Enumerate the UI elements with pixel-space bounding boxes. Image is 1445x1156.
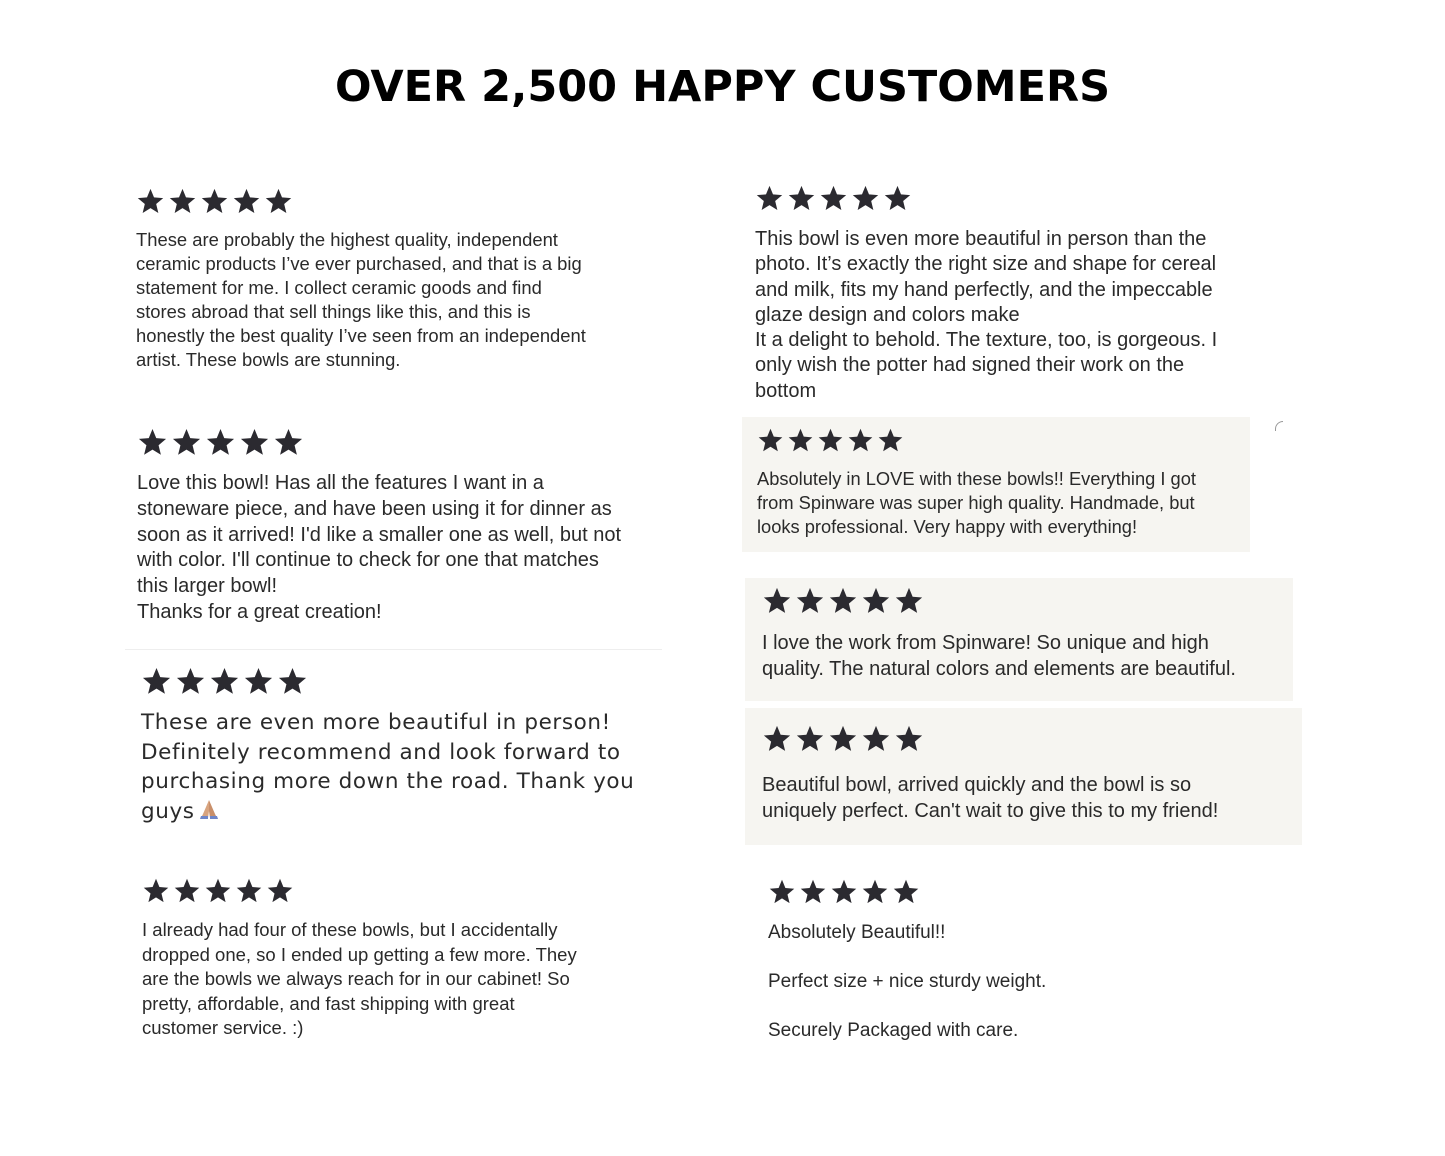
star-icon xyxy=(861,878,889,906)
page-title: OVER 2,500 HAPPY CUSTOMERS xyxy=(334,62,1111,112)
star-icon xyxy=(168,187,197,216)
star-icon xyxy=(141,666,172,697)
review-card xyxy=(768,877,1268,1043)
review-text: Absolutely Beautiful!! Perfect size + nice sturdy weight. Securely Packaged with care. xyxy=(768,922,1047,1041)
star-icon xyxy=(205,427,236,458)
star-icon xyxy=(137,427,168,458)
star-icon xyxy=(755,184,784,213)
star-icon xyxy=(817,427,844,454)
star-icon xyxy=(273,427,304,458)
star-icon xyxy=(828,586,858,616)
star-rating xyxy=(136,186,656,216)
star-icon xyxy=(894,586,924,616)
star-icon xyxy=(266,877,294,905)
review-text: Beautiful bowl, arrived quickly and the bowl is so uniquely perfect. Can't wait to give this to my friend! xyxy=(762,774,1219,822)
star-icon xyxy=(768,878,796,906)
review-card xyxy=(755,183,1275,404)
star-rating xyxy=(142,876,642,906)
corner-mark-icon xyxy=(1275,421,1283,431)
star-icon xyxy=(235,877,263,905)
star-rating xyxy=(755,183,1275,213)
review-card xyxy=(141,666,681,826)
review-card xyxy=(136,186,656,372)
star-icon xyxy=(277,666,308,697)
star-icon xyxy=(264,187,293,216)
review-text: These are even more beautiful in person! Definitely recommend and look forward to purchasing more down the road. Thank you guys xyxy=(141,710,635,824)
star-icon xyxy=(795,586,825,616)
star-icon xyxy=(894,724,924,754)
star-rating xyxy=(762,724,1302,754)
star-rating xyxy=(762,586,1293,616)
divider xyxy=(125,649,662,650)
review-card xyxy=(142,876,642,1041)
star-icon xyxy=(861,724,891,754)
folded-hands-icon xyxy=(197,797,221,821)
star-icon xyxy=(830,878,858,906)
star-icon xyxy=(762,724,792,754)
star-icon xyxy=(787,184,816,213)
star-rating xyxy=(757,425,1250,455)
star-icon xyxy=(762,586,792,616)
star-icon xyxy=(828,724,858,754)
star-icon xyxy=(851,184,880,213)
review-card xyxy=(137,427,667,626)
review-card xyxy=(745,708,1302,845)
review-card xyxy=(742,417,1250,552)
star-icon xyxy=(795,724,825,754)
star-icon xyxy=(175,666,206,697)
star-icon xyxy=(204,877,232,905)
star-icon xyxy=(173,877,201,905)
star-icon xyxy=(757,427,784,454)
star-icon xyxy=(200,187,229,216)
star-icon xyxy=(861,586,891,616)
review-text: I already had four of these bowls, but I accidentally dropped one, so I ended up getting a few more. They are the bowls we always reach for in our cabinet! So pretty, affordable, and fast shipping with great customer service. :) xyxy=(142,919,577,1038)
review-text: I love the work from Spinware! So unique and high quality. The natural colors and elements are beautiful. xyxy=(762,632,1236,680)
star-icon xyxy=(883,184,912,213)
star-rating xyxy=(768,877,1268,907)
review-text: Absolutely in LOVE with these bowls!! Everything I got from Spinware was super high quality. Handmade, but looks professional. Very happy with everything! xyxy=(757,468,1196,537)
star-icon xyxy=(819,184,848,213)
review-text: These are probably the highest quality, independent ceramic products I’ve ever purchased, and that is a big statement for me. I collect ceramic goods and find stores abroad that sell things like this, and this is honestly the best quality I’ve seen from an independent artist. These bowls are stunning. xyxy=(136,229,586,370)
star-icon xyxy=(136,187,165,216)
star-icon xyxy=(239,427,270,458)
star-icon xyxy=(877,427,904,454)
star-icon xyxy=(209,666,240,697)
star-icon xyxy=(171,427,202,458)
star-icon xyxy=(142,877,170,905)
star-rating xyxy=(141,666,681,696)
star-icon xyxy=(847,427,874,454)
star-icon xyxy=(892,878,920,906)
review-text: Love this bowl! Has all the features I want in a stoneware piece, and have been using it for dinner as soon as it arrived! I'd like a smaller one as well, but not with color. I'll continue to check for one that matches this larger bowl! Thanks for a great creation! xyxy=(137,472,622,623)
star-icon xyxy=(232,187,261,216)
star-icon xyxy=(243,666,274,697)
review-text: This bowl is even more beautiful in person than the photo. It’s exactly the right size and shape for cereal and milk, fits my hand perfectly, and the impeccable glaze design and colors make It a delight to behold. The texture, too, is gorgeous. I only wish the potter had signed their work on the bottom xyxy=(755,228,1218,402)
star-rating xyxy=(137,427,667,457)
star-icon xyxy=(787,427,814,454)
star-icon xyxy=(799,878,827,906)
review-card xyxy=(745,578,1293,701)
